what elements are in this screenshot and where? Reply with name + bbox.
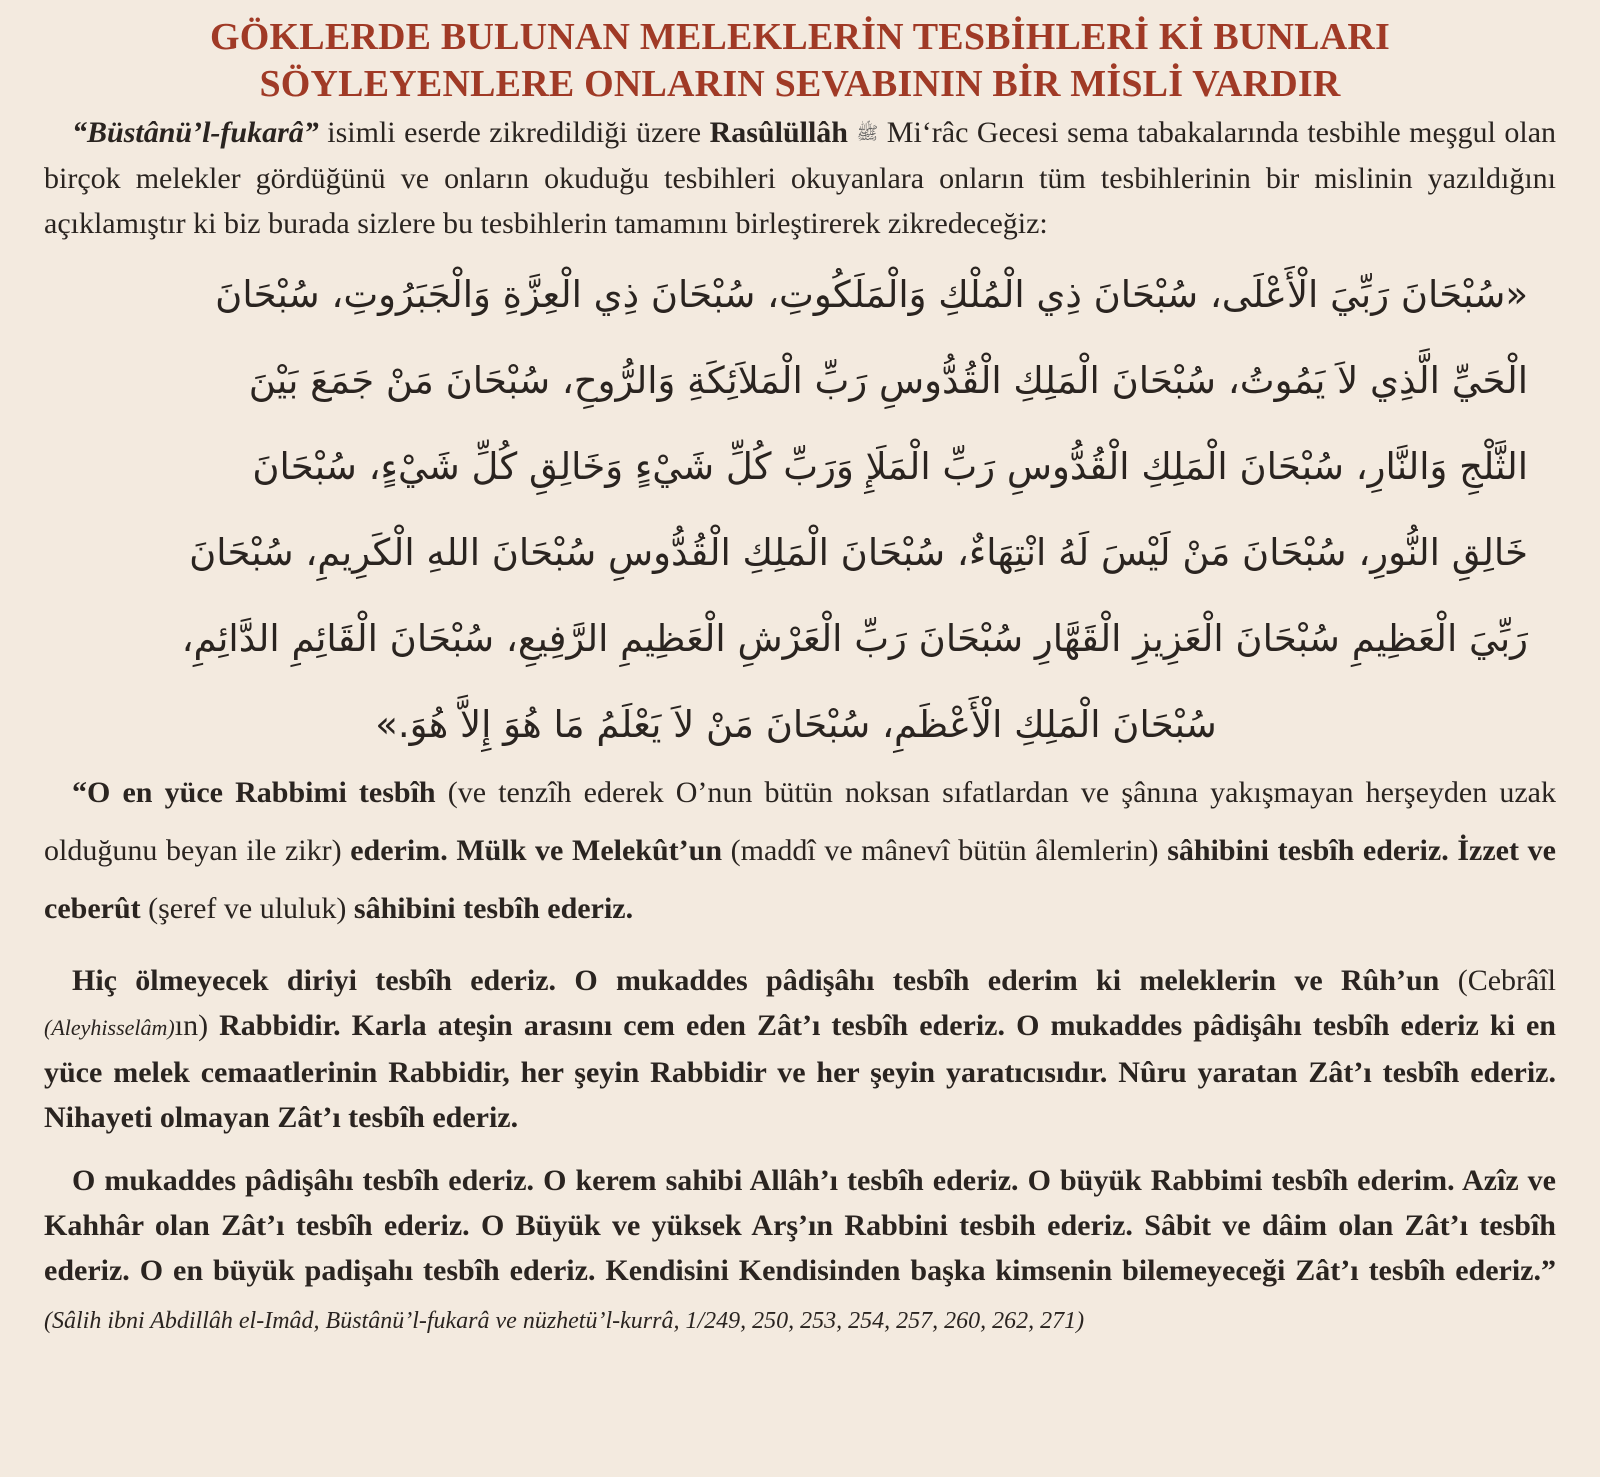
translation-bold-2: ederim. Mülk ve Melekût’un <box>350 834 723 867</box>
intro-paragraph <box>44 110 1556 246</box>
arabic-line-1: «سُبْحَانَ رَبِّيَ الْأَعْلَى، سُبْحَانَ ذِي الْمُلْكِ وَالْمَلَكُوتِ، سُبْحَانَ ذِي الْعِزَّةِ وَالْجَبَرُوتِ، سُبْحَانَ <box>215 273 1528 316</box>
title-line-1: GÖKLERDE BULUNAN MELEKLERİN TESBİHLERİ Kİ BUNLARI <box>210 16 1390 58</box>
translation-p3-bold: O mukaddes pâdişâhı tesbîh ederiz. O kerem sahibi Allâh’ı tesbîh ederiz. O büyük Rabbimi tesbîh ederim. Azîz ve Kahhâr olan Zât’ı tesbîh ederiz. O Büyük ve yüksek Arş’ın Rabbini tesbih ederiz. Sâbit ve dâim olan Zât’ı tesbîh ederiz. O en büyük padişahı tesbîh ederiz. Kendisini Kendisinden başka kimsenin bilemeyeceği Zât’ı tesbîh ederiz.” <box>44 1164 1556 1287</box>
book-title: “Büstânü’l-fukarâ” <box>72 116 319 149</box>
translation-bold-4: sâhibini tesbîh ederiz. <box>353 892 634 925</box>
translation-note-2: (maddî ve mânevî bütün âlemlerin) <box>722 834 1168 867</box>
intro-text-1: isimli eserde zikredildiği üzere <box>318 116 710 149</box>
arabic-line-3: الثَّلْجِ وَالنَّارِ، سُبْحَانَ الْمَلِكِ الْقُدُّوسِ رَبِّ الْمَلَإِ وَرَبِّ كُلِّ شَيْءٍ وَخَالِقِ كُلِّ شَيْءٍ، سُبْحَانَ <box>252 445 1528 488</box>
translation-bold-1: “O en yüce Rabbimi tesbîh <box>72 776 436 809</box>
translation-p2-note-2: ın) <box>174 1009 220 1042</box>
translation-note-3: (şeref ve ululuk) <box>140 892 354 925</box>
arabic-line-6: سُبْحَانَ الْمَلِكِ الْأَعْظَمِ، سُبْحَانَ مَنْ لاَ يَعْلَمُ مَا هُوَ إِلاَّ هُوَ.» <box>375 703 1217 746</box>
arabic-line-2: الْحَيِّ الَّذِي لاَ يَمُوتُ، سُبْحَانَ الْمَلِكِ الْقُدُّوسِ رَبِّ الْمَلاَئِكَةِ وَالرُّوحِ، سُبْحَانَ مَنْ جَمَعَ بَيْنَ <box>248 359 1528 402</box>
arabic-tesbih <box>44 252 1556 768</box>
intro-text-2: Mi‘râc Gecesi sema tabakalarında tesbihle meşgul olan birçok melekler gördüğünü ve onların okuduğu tesbihleri okuyanlara onların tüm tesbihlerinin bir mislinin yazıldığını açıklamıştır ki biz burada sizlere bu tesbihlerin tamamını birleştirerek zikredeceğiz: <box>44 116 1557 240</box>
translation-note-1: (ve tenzîh ederek O’nun bütün noksan sıfatlardan ve şânına yakışmayan herşeyden uzak olduğunu beyan ile zikr) <box>44 776 1557 867</box>
translation-p2-bold-2: Rabbidir. Karla ateşin arasını cem eden Zât’ı tesbîh ederiz. O mukaddes pâdişâhı tesbîh ederiz ki en yüce melek cemaatlerinin Rabbidir, her şeyin Rabbidir ve her şeyin yaratıcısıdır. Nûru yaratan Zât’ı tesbîh ederiz. Nihayeti olmayan Zât’ı tesbîh ederiz. <box>44 1009 1556 1134</box>
translation-p2-note-1: (Cebrâîl <box>1439 964 1556 997</box>
arabic-line-5: رَبِّيَ الْعَظِيمِ سُبْحَانَ الْعَزِيزِ الْقَهَّارِ سُبْحَانَ رَبِّ الْعَرْشِ الْعَظِيمِ الرَّفِيعِ، سُبْحَانَ الْقَائِمِ الدَّائِمِ، <box>181 617 1528 660</box>
arabic-line-4: خَالِقِ النُّورِ، سُبْحَانَ مَنْ لَيْسَ لَهُ انْتِهَاءٌ، سُبْحَانَ الْمَلِكِ الْقُدُّوسِ سُبْحَانَ اللهِ الْكَرِيمِ، سُبْحَانَ <box>189 531 1528 574</box>
page-title <box>44 14 1556 108</box>
translation-bold-3: sâhibini tesbîh ederiz. İzzet ve ceberût <box>44 834 1556 925</box>
translation-paragraph-3 <box>44 1158 1556 1344</box>
source-citation: (Sâlih ibni Abdillâh el-Imâd, Büstânü’l-fukarâ ve nüzhetü’l-kurrâ, 1/249, 250, 253, 254, 257, 260, 262, 271) <box>44 1308 1085 1334</box>
aleyhisselam-note: (Aleyhisselâm) <box>44 1015 175 1040</box>
translation-p2-bold-1: Hiç ölmeyecek diriyi tesbîh ederiz. O mukaddes pâdişâhı tesbîh ederim ki meleklerin ve Rûh’un <box>72 964 1440 997</box>
translation-paragraph-1 <box>44 764 1556 938</box>
salawat-icon: ﷺ <box>856 123 879 144</box>
title-line-2: SÖYLEYENLERE ONLARIN SEVABININ BİR MİSLİ VARDIR <box>259 63 1341 105</box>
translation-paragraph-2 <box>44 958 1556 1140</box>
prophet-name: Rasûlüllâh <box>709 116 848 149</box>
